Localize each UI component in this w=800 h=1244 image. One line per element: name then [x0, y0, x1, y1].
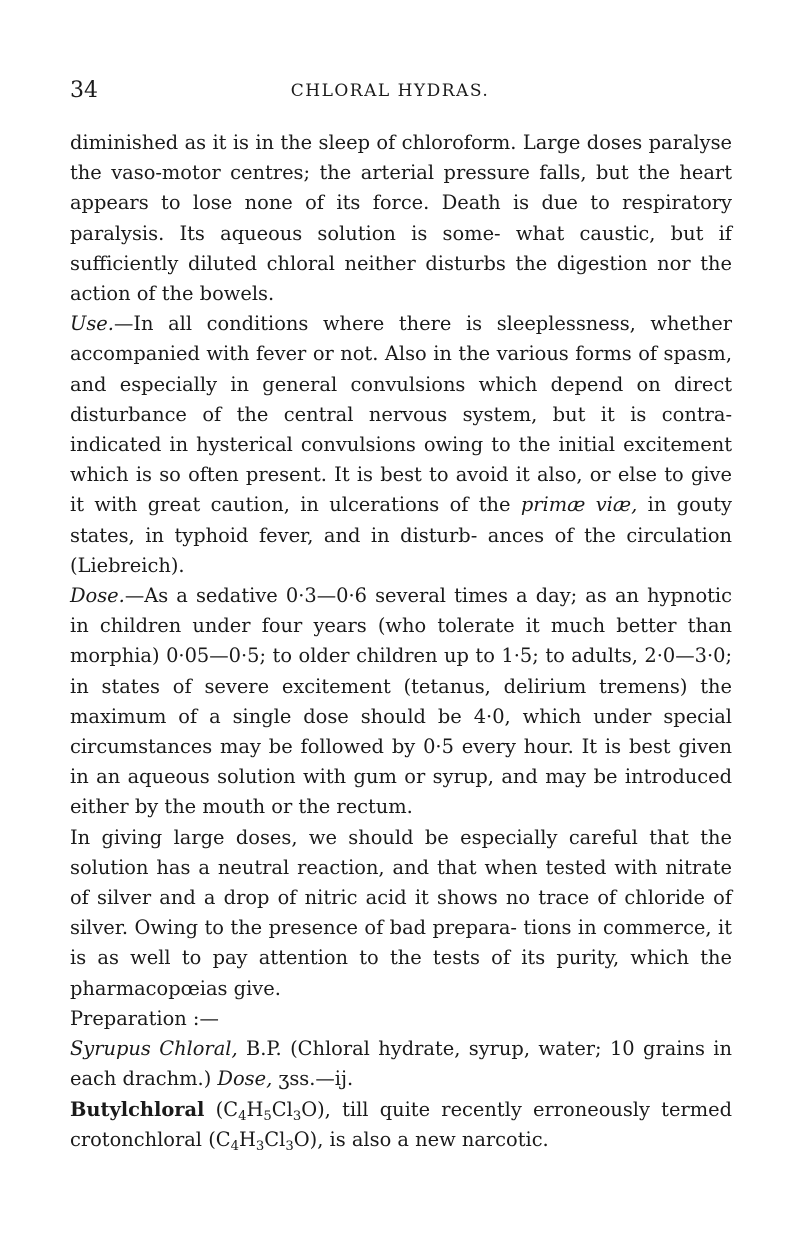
paragraph-use	[70, 309, 732, 581]
use-text: —In all conditions where there is sleeplessness, whether accompanied with fever or not. Also in the various forms of spasm, and especially in general convulsions which depend on direct disturbance of the central nervous system, but it is contra-indicated in hysterical convulsions owing to the initial excitement which is so often present. It is best to avoid it also, or else to give it with great caution, in ulcerations of the	[70, 312, 732, 517]
syrupus-dose-label: Dose,	[217, 1067, 273, 1091]
paragraph-dose	[70, 581, 732, 823]
dose-heading: Dose.	[70, 584, 125, 608]
formula-subscript: 4	[230, 1138, 239, 1154]
paragraph-syrupus	[70, 1034, 732, 1094]
effects-text: diminished as it is in the sleep of chloroform. Large doses paralyse the vaso-motor centres; the arterial pressure falls, but the heart appears to lose none of its force. Death is due to respiratory paralysis. Its aqueous solution is some- what caustic, but if sufficiently diluted chloral neither disturbs the digestion nor the action of the bowels.	[70, 131, 732, 306]
formula-part: H	[238, 1127, 256, 1151]
paragraph-effects	[70, 128, 732, 309]
butylchloral-text-continued: is also a new narcotic.	[323, 1127, 549, 1151]
formula-part: Cl	[271, 1097, 293, 1121]
formula-part: Cl	[264, 1127, 286, 1151]
dose-text: —As a sedative 0·3—0·6 several times a day; as an hypnotic in children under four years (who tolerate it much better than morphia) 0·05—0·5; to older children up to 1·5; to adults, 2·0—3·0; in states of severe excitement (tetanus, delirium tremens) the maximum of a single dose should be 4·0, which under special circumstances may be followed by 0·5 every hour. It is best given in an aqueous solution with gum or syrup, and may be introduced either by the mouth or the rectum.	[70, 584, 732, 819]
large-doses-text: In giving large doses, we should be especially careful that the solution has a neutral reaction, and that when tested with nitrate of silver and a drop of nitric acid it shows no trace of chloride of silver. Owing to the presence of bad prepara- tions in commerce, it is as well to pay attention to the tests of its purity, which the pharmacopœias give.	[70, 825, 732, 1000]
page-number: 34	[70, 78, 98, 103]
paragraph-preparation	[70, 1004, 732, 1034]
running-title: CHLORAL HYDRAS.	[290, 81, 490, 101]
syrupus-dose-text: ʒss.—ij.	[272, 1067, 354, 1091]
formula-part: O),	[293, 1127, 324, 1151]
butylchloral-name: Butylchloral	[70, 1097, 205, 1121]
formula-subscript: 5	[263, 1108, 272, 1124]
formula-part: O),	[301, 1097, 331, 1121]
formula-part: (C	[215, 1097, 239, 1121]
paragraph-large-doses	[70, 823, 732, 1004]
formula-subscript: 3	[255, 1138, 265, 1154]
formula-part: (C	[208, 1127, 231, 1151]
preparation-heading: Preparation :—	[70, 1006, 219, 1030]
use-heading: Use.	[70, 312, 114, 336]
formula-subscript: 3	[285, 1138, 294, 1154]
formula-subscript: 3	[292, 1108, 302, 1124]
body-text	[70, 128, 732, 1155]
formula-subscript: 4	[238, 1108, 247, 1124]
syrupus-text: B.P. (Chloral hydrate, syrup, water; 10 grains in each drachm.)	[70, 1037, 732, 1091]
running-head	[70, 78, 710, 108]
use-italic-term: primæ viæ,	[520, 493, 638, 517]
syrupus-name: Syrupus Chloral,	[70, 1037, 238, 1061]
crotonchloral-formula	[208, 1127, 324, 1154]
paragraph-butylchloral	[70, 1095, 732, 1155]
butylchloral-formula	[215, 1097, 331, 1124]
formula-part: H	[246, 1097, 264, 1121]
use-text-continued: in gouty states, in typhoid fever, and in disturb- ances of the circulation (Liebreich).	[70, 493, 732, 577]
butylchloral-text: till quite recently erroneously termed crotonchloral	[70, 1097, 732, 1151]
